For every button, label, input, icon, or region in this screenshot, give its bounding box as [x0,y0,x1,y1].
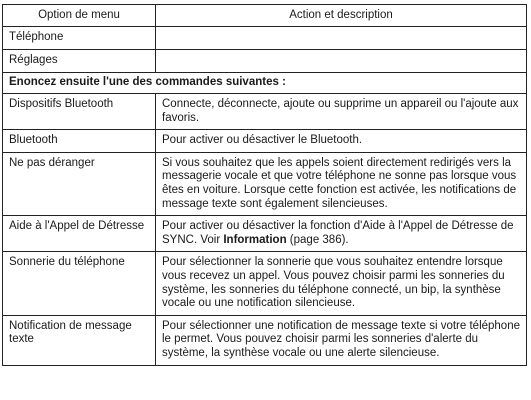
section-label: Enoncez ensuite l'une des commandes suivantes : [3,73,527,94]
table-row [3,50,527,73]
option-cell: Aide à l'Appel de Détresse [3,216,156,252]
menu-options-table [2,4,527,366]
option-cell: Réglages [3,50,156,73]
action-cell [156,216,527,252]
table-row [3,252,527,315]
option-cell: Téléphone [3,27,156,50]
option-cell: Dispositifs Bluetooth [3,94,156,130]
action-cell: Si vous souhaitez que les appels soient directement redirigés vers la messagerie vocale et que votre téléphone ne sonne pas lorsque vous êtes en voiture. Lorsque cette fonction est activée, les notifications de message texte sont également silencieuses. [156,152,527,215]
table-header-row [3,5,527,27]
action-text: Pour activer ou désactiver la fonction d'Aide à l'Appel de Détresse de SYNC. Voir [162,220,514,246]
option-cell: Bluetooth [3,130,156,153]
page-reference: (page 386). [286,233,349,246]
option-cell: Ne pas déranger [3,152,156,215]
action-cell: Connecte, déconnecte, ajoute ou supprime un appareil ou l'ajoute aux favoris. [156,94,527,130]
section-row [3,73,527,94]
table-row [3,216,527,252]
option-cell: Notification de message texte [3,315,156,365]
table-row [3,315,527,365]
action-cell: Pour activer ou désactiver le Bluetooth. [156,130,527,153]
table-row [3,152,527,215]
header-action: Action et description [156,5,527,27]
action-cell: Pour sélectionner la sonnerie que vous souhaitez entendre lorsque vous recevez un appel. Vous pouvez choisir parmi les sonneries du système, les sonneries du téléphone connecté, un bip, la synthèse vocale ou une notification silencieuse. [156,252,527,315]
table-row [3,94,527,130]
action-cell: Pour sélectionner une notification de message texte si votre téléphone le permet. Vous pouvez choisir parmi les sonneries d'alerte du système, la synthèse vocale ou une alerte silencieuse. [156,315,527,365]
information-reference-link[interactable]: Information [223,233,287,246]
action-cell [156,27,527,50]
option-cell: Sonnerie du téléphone [3,252,156,315]
action-cell [156,50,527,73]
table-row [3,27,527,50]
header-option: Option de menu [3,5,156,27]
table-row [3,130,527,153]
